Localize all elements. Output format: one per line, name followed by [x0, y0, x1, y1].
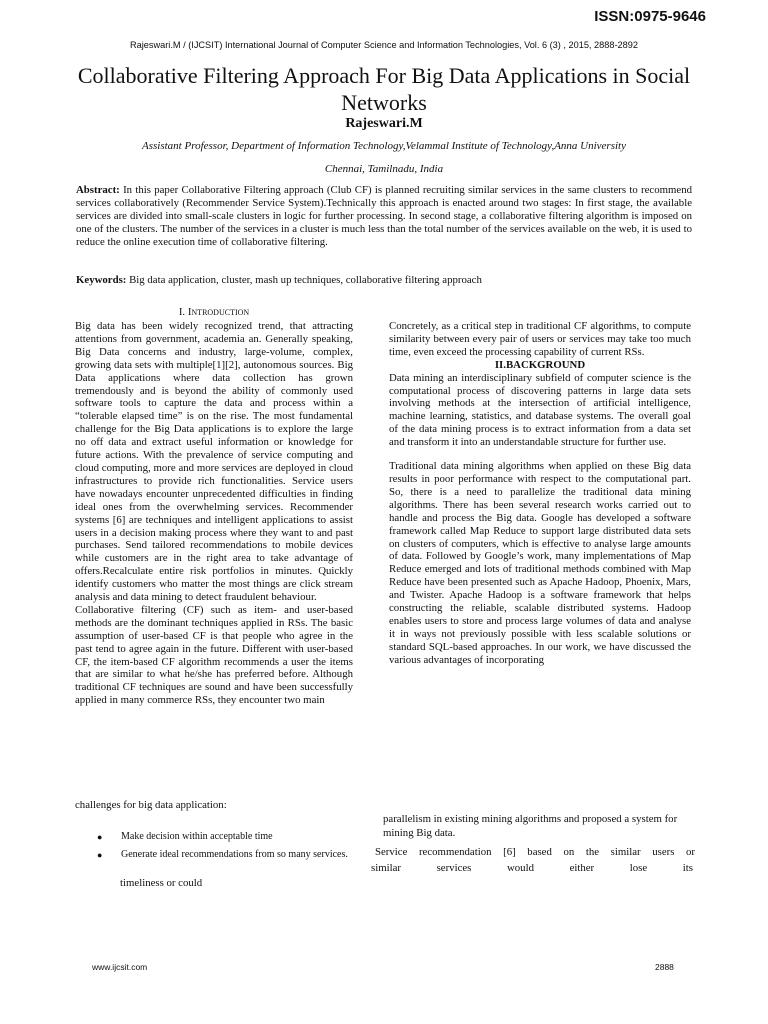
bullet-text: Make decision within acceptable time — [121, 831, 273, 842]
section-title: Introduction — [187, 306, 250, 318]
section-heading-background: II.BACKGROUND — [494, 358, 586, 371]
background-paragraph-0: Concretely, as a critical step in traditional CF algorithms, to compute similarity between every pair of users or services may take too much time, even exceed the processing capability of current RSs. — [389, 320, 691, 358]
background-paragraph-3: parallelism in existing mining algorithms and proposed a system for mining Big data. — [383, 813, 678, 839]
intro-paragraph-3: challenges for big data application: — [75, 799, 227, 811]
section-heading-introduction — [75, 306, 353, 318]
word: similar — [371, 862, 401, 874]
paragraph-gap — [389, 449, 691, 460]
abstract-label: Abstract: — [76, 184, 120, 196]
word: its — [682, 862, 693, 874]
author-location: Chennai, Tamilnadu, India — [324, 163, 444, 175]
footer-page-number: 2888 — [655, 962, 674, 972]
abstract-text: In this paper Collaborative Filtering approach (Club CF) is planned recruiting similar services in the same clusters to recommend services collaboratively (Recommender Service System).Technically this approach is enacted around two stages: In first stage, the available services are divided into small-scale clusters in logic for further processing. In second stage, a collaborative filtering algorithm is imposed on one of the clusters. The number of the services in a cluster is much less than the total number of the services available on the web, it is used to reduce the online execution time of collaborative filtering. — [76, 184, 692, 248]
left-column-tail: timeliness or could — [120, 877, 203, 889]
background-paragraph-4: Service recommendation [6] based on the similar users or — [375, 846, 695, 858]
footer-website: www.ijcsit.com — [92, 962, 148, 972]
word: lose — [629, 862, 648, 874]
bullet-icon: ● — [97, 832, 103, 842]
abstract — [76, 184, 692, 249]
bullet-icon: ● — [97, 850, 103, 860]
section-number: I. — [178, 306, 188, 318]
journal-citation-line: Rajeswari.M / (IJCSIT) International Journal of Computer Science and Information Technologies, Vol. 6 (3) , 2015, 2888-2892 — [130, 40, 638, 50]
author-affiliation: Assistant Professor, Department of Information Technology,Velammal Institute of Technology,Anna University — [142, 140, 626, 152]
intro-paragraph-1: Big data has been widely recognized trend, that attracting attentions from government, academia an. Generally speaking, Big Data concerns and industry, large-volume, complex, growing data sets with multiple[1][2], autonomous sources. Big Data applications where data collection has grown tremendously and is beyond the ability of commonly used software tools to capture the data and process within a “tolerable elapsed time” is on the rise. The most fundamental challenge for the Big Data applications is to explore the large no off data and extract useful information or knowledge for future actions. With the prevalence of service computing and cloud computing, more and more services are deployed in cloud infrastructures to provide rich functionalities. Service users have nowadays encounter unprecedented difficulties in finding ideal ones from the overwhelming services. Recommender systems [6] are techniques and intelligent applications to assist users in a decision making process where they want to and past purchases. Send tailored recommendations to mobile devices while customers are in the right area to take advantage of offers.Recalculate entire risk portfolios in minutes. Quickly identify customers who matter the most things are click stream analysis and data mining to detect fraudulent behaviour. — [75, 320, 353, 604]
keywords-label: Keywords: — [76, 274, 127, 286]
keywords-text: Big data application, cluster, mash up techniques, collaborative filtering approach — [126, 274, 482, 286]
paper-author: Rajeswari.M — [345, 116, 423, 131]
word: services — [436, 862, 472, 874]
right-column — [389, 320, 691, 667]
paper-title: Collaborative Filtering Approach For Big Data Applications in Social Networks — [77, 63, 691, 115]
word: either — [569, 862, 595, 874]
background-paragraph-1: Data mining an interdisciplinary subfield of computer science is the computational process of discovering patterns in large data sets involving methods at the intersection of artificial intelligence, machine learning, statistics, and database systems. The overall goal of the data mining process is to extract information from a data set and transform it into an understandable structure for further use. — [389, 371, 691, 449]
bullet-text: Generate ideal recommendations from so many services. — [121, 849, 348, 860]
keywords — [76, 274, 692, 287]
issn-header: ISSN:0975-9646 — [594, 8, 706, 25]
intro-paragraph-2: Collaborative filtering (CF) such as item- and user-based methods are the dominant techniques applied in RSs. The basic assumption of user-based CF is that people who agree in the past tend to agree again in the future. Different with user-based CF, the item-based CF algorithm recommends a user the items that are similar to what he/she has preferred before. Although traditional CF techniques are sound and have been successfully applied in many commerce RSs, they encounter two main — [75, 603, 353, 707]
word: would — [506, 862, 534, 874]
background-paragraph-4-line-2 — [371, 862, 693, 875]
left-column — [75, 320, 353, 707]
background-paragraph-2: Traditional data mining algorithms when applied on these Big data results in poor performance with respect to the computational part. So, there is a need to parallelize the traditional data mining algorithms. There has been several research works carried out to handle and process the Big data. Google has developed a software framework called Map Reduce to support large distributed data sets on clusters of computers, which is effective to analyse large amounts of data. Followed by Google’s work, many implementations of Map Reduce emerged and lots of traditional methods combined with Map Reduce have been presented such as Apache Hadoop, Phoenix, Mars, and Twister. Apache Hadoop is a software framework that helps constructing the reliable, scalable distributed systems. Hadoop enables users to store and process large volumes of data and analyse it in ways not previously possible with less scalable solutions or standard SQL-based approaches. In our work, we have discussed the various advantages of incorporating — [389, 460, 691, 666]
